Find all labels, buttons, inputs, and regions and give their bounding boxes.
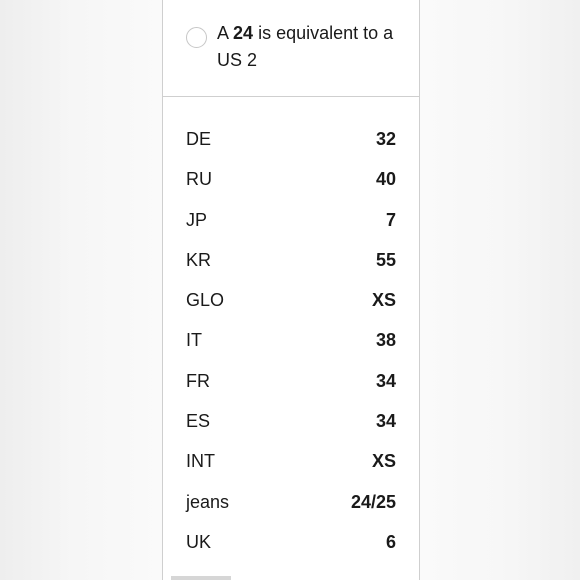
size-row-glo [163,280,419,320]
size-option-size: 24 [233,23,254,43]
size-row-value: 40 [375,169,396,190]
size-row-jeans [163,482,419,522]
size-row-label: jeans [186,491,230,512]
size-row-value: 32 [375,129,396,149]
size-option-prefix: A [217,23,229,43]
size-row-label: RU [186,169,212,190]
size-row-label: IT [186,330,202,351]
size-row-value: 6 [385,531,396,552]
size-row-fr [163,361,419,401]
size-row-label: UK [186,531,212,552]
size-row-uk [163,522,419,562]
size-row-label: KR [186,249,212,270]
size-row-label: FR [186,370,210,391]
size-row-int [163,441,419,481]
size-conversion-panel [162,0,420,580]
size-row-jp [163,200,419,240]
scroll-indicator [171,576,231,580]
radio-button[interactable] [186,27,207,48]
size-row-de [163,119,419,159]
size-row-value: 24/25 [350,491,396,512]
size-row-it [163,320,419,360]
size-option-text [217,20,407,74]
size-row-value: XS [371,290,396,311]
size-row-value: 38 [375,330,396,351]
size-row-label: ES [186,411,211,432]
size-row-value: 7 [385,209,396,230]
size-row-value: XS [371,451,396,472]
size-option-mid: is equivalent to a [258,23,394,43]
size-row-value: 34 [375,411,396,432]
size-row-ru [163,159,419,199]
size-row-value: 55 [375,249,396,270]
size-row-label: JP [186,209,208,230]
size-row-value: 34 [375,370,396,391]
size-row-es [163,401,419,441]
size-row-label: INT [186,451,215,472]
size-option-us-size: US 2 [217,50,258,70]
size-option[interactable] [163,0,419,97]
size-conversion-table [163,119,419,562]
background-right [419,0,580,580]
size-row-label: DE [186,129,212,149]
background-left [0,0,163,580]
size-row-kr [163,240,419,280]
size-row-label: GLO [186,290,225,311]
